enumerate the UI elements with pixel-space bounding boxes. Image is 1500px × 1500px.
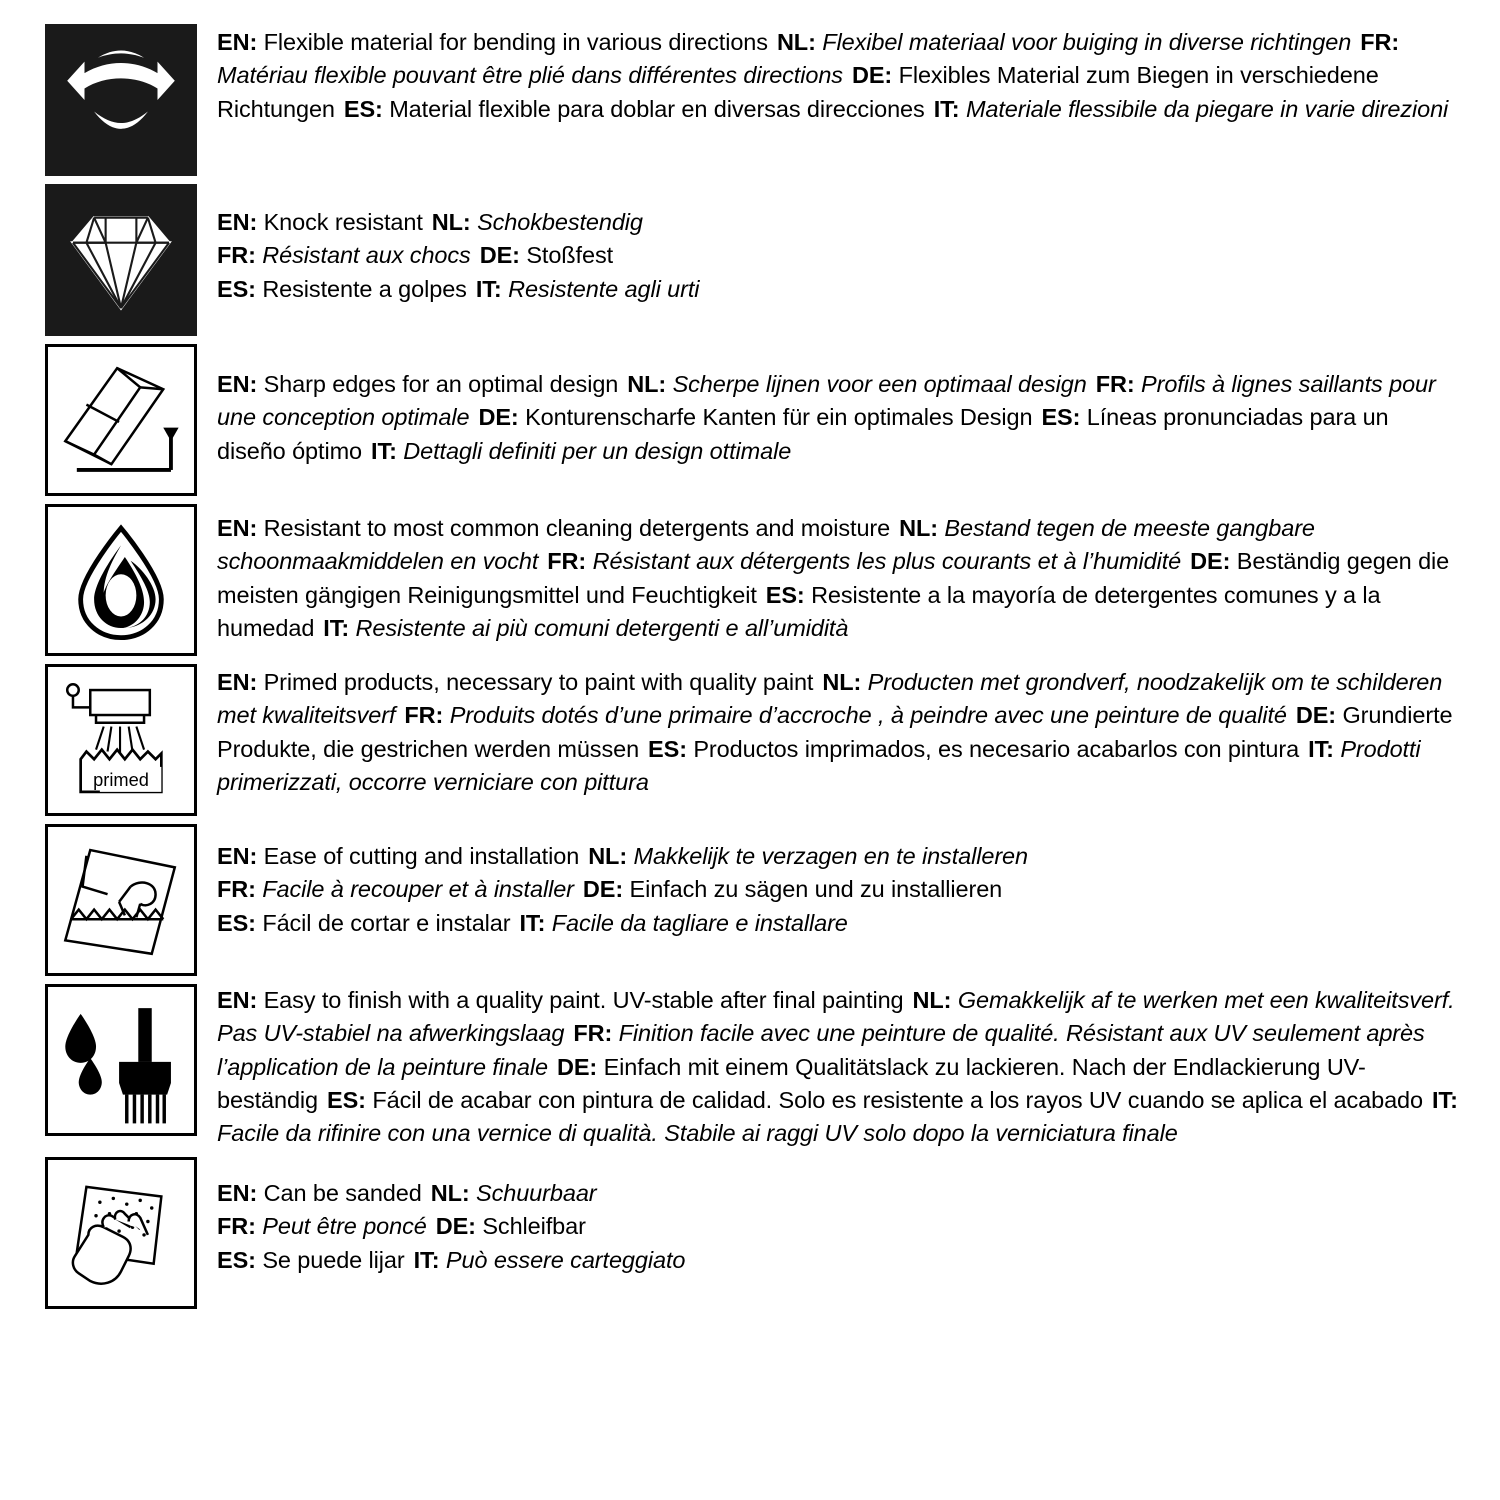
- lang-label-es: ES:: [1041, 404, 1081, 431]
- text-nl: Producten met grondverf, noodzakelijk om te schilderen met kwaliteitsverf: [217, 669, 1443, 729]
- text-en: Ease of cutting and installation: [263, 843, 580, 869]
- icon-cell: [45, 184, 197, 336]
- lang-label-en: EN:: [217, 371, 258, 397]
- lang-label-nl: NL:: [776, 29, 816, 55]
- text-de: Flexibles Material zum Biegen in verschiedene Richtungen: [217, 62, 1379, 122]
- lang-label-nl: NL:: [431, 209, 471, 235]
- text-es: Líneas pronunciadas para un diseño óptimo: [217, 404, 1389, 464]
- text-it: Dettagli definiti per un design ottimale: [403, 437, 792, 464]
- text-nl: Makkelijk te verzagen en te installeren: [633, 843, 1028, 869]
- water-drop-icon: [45, 504, 197, 656]
- feature-text: [217, 664, 1460, 799]
- lang-label-es: ES:: [217, 909, 256, 936]
- lang-label-it: IT:: [519, 909, 546, 936]
- saw-cutting-icon: [45, 824, 197, 976]
- lang-label-nl: NL:: [899, 515, 938, 541]
- text-es: Fácil de cortar e instalar: [262, 909, 511, 936]
- lang-label-nl: NL:: [822, 669, 862, 695]
- text-fr: Matériau flexible pouvant être plié dans différentes directions: [217, 62, 843, 89]
- lang-label-fr: FR:: [1360, 29, 1400, 55]
- text-it: Facile da tagliare e installare: [551, 909, 848, 936]
- lang-label-it: IT:: [323, 615, 350, 642]
- text-nl: Scherpe lijnen voor een optimaal design: [672, 371, 1087, 397]
- lang-label-fr: FR:: [573, 1020, 613, 1047]
- feature-row: [45, 1157, 1460, 1309]
- text-it: Resistente agli urti: [508, 275, 700, 302]
- lang-label-es: ES:: [648, 735, 687, 762]
- lang-label-de: DE:: [1190, 548, 1231, 575]
- lang-label-de: DE:: [582, 876, 624, 903]
- lang-label-es: ES:: [217, 275, 256, 302]
- text-nl: Schokbestendig: [477, 209, 643, 235]
- feature-text: [217, 24, 1460, 126]
- text-it: Prodotti primerizzati, occorre verniciare con pittura: [217, 735, 1421, 796]
- lang-label-en: EN:: [217, 515, 258, 541]
- lang-label-it: IT:: [475, 275, 502, 302]
- text-de: Einfach mit einem Qualitätslack zu lackieren. Nach der Endlackierung UV-beständig: [217, 1053, 1366, 1114]
- lang-label-fr: FR:: [217, 242, 256, 269]
- text-de: Grundierte Produkte, die gestrichen werden müssen: [217, 702, 1453, 762]
- lang-label-es: ES:: [343, 95, 383, 122]
- text-nl: Flexibel materiaal voor buiging in diverse richtingen: [822, 29, 1352, 55]
- text-it: Materiale flessibile da piegare in varie direzioni: [965, 95, 1449, 122]
- text-it: Resistente ai più comuni detergenti e all’umidità: [355, 615, 849, 642]
- lang-label-fr: FR:: [217, 1213, 256, 1240]
- feature-row: [45, 344, 1460, 496]
- lang-label-en: EN:: [217, 209, 258, 235]
- text-nl: Bestand tegen de meeste gangbare schoonmaakmiddelen en vocht: [217, 515, 1315, 575]
- lang-label-en: EN:: [217, 29, 258, 55]
- lang-label-es: ES:: [217, 1246, 256, 1273]
- text-en: Flexible material for bending in various directions: [263, 29, 768, 55]
- lang-label-en: EN:: [217, 987, 258, 1013]
- feature-row: [45, 664, 1460, 816]
- lang-label-nl: NL:: [430, 1179, 470, 1206]
- text-it: Facile da rifinire con una vernice di qualità. Stabile ai raggi UV solo dopo la verniciatura finale: [217, 1120, 1178, 1147]
- text-en: Primed products, necessary to paint with quality paint: [263, 669, 814, 695]
- primed-label: primed: [93, 769, 149, 791]
- lang-label-fr: FR:: [1095, 371, 1135, 397]
- text-nl: Schuurbaar: [476, 1179, 597, 1206]
- text-es: Productos imprimados, es necesario acabarlos con pintura: [693, 735, 1300, 762]
- lang-label-de: DE:: [435, 1213, 476, 1240]
- icon-cell: [45, 1157, 197, 1309]
- icon-cell: [45, 504, 197, 656]
- lang-label-fr: FR:: [404, 702, 444, 729]
- icon-cell: [45, 24, 197, 176]
- text-en: Resistant to most common cleaning detergents and moisture: [263, 515, 891, 541]
- lang-label-it: IT:: [933, 95, 960, 122]
- diamond-icon: [45, 184, 197, 336]
- lang-label-de: DE:: [851, 62, 893, 89]
- icon-cell: [45, 824, 197, 976]
- text-fr: Facile à recouper et à installer: [262, 876, 574, 903]
- lang-label-de: DE:: [556, 1053, 598, 1080]
- primed-spray-icon: [45, 664, 197, 816]
- lang-label-nl: NL:: [627, 371, 667, 397]
- bend-arrows-icon: [45, 24, 197, 176]
- text-fr: Produits dotés d’une primaire d’accroche , à peindre avec une peinture de qualité: [449, 702, 1287, 729]
- text-de: Einfach zu sägen und zu installieren: [629, 876, 1003, 903]
- text-en: Sharp edges for an optimal design: [263, 371, 619, 397]
- text-de: Schleifbar: [482, 1213, 586, 1240]
- feature-text: [217, 344, 1460, 468]
- sanding-hand-icon: [45, 1157, 197, 1309]
- text-es: Resistente a la mayoría de detergentes comunes y a la humedad: [217, 581, 1381, 642]
- feature-text: [217, 1157, 1460, 1277]
- feature-row: [45, 504, 1460, 656]
- text-de: Beständig gegen die meisten gängigen Reinigungsmittel und Feuchtigkeit: [217, 548, 1450, 608]
- text-fr: Résistant aux détergents les plus courants et à l’humidité: [592, 548, 1182, 575]
- lang-label-nl: NL:: [912, 987, 952, 1013]
- feature-row: [45, 824, 1460, 976]
- feature-row: [45, 24, 1460, 176]
- lang-label-it: IT:: [371, 437, 397, 464]
- text-es: Resistente a golpes: [262, 275, 467, 302]
- icon-cell: [45, 344, 197, 496]
- paint-brush-drops-icon: [45, 984, 197, 1136]
- lang-label-de: DE:: [1295, 702, 1337, 729]
- text-it: Può essere carteggiato: [445, 1246, 686, 1273]
- text-fr: Profils à lignes saillants pour une conception optimale: [217, 371, 1436, 431]
- feature-text: [217, 984, 1460, 1151]
- lang-label-es: ES:: [327, 1087, 366, 1114]
- feature-row: [45, 184, 1460, 336]
- feature-text: [217, 824, 1460, 940]
- lang-label-de: DE:: [478, 404, 519, 431]
- lang-label-es: ES:: [765, 581, 805, 608]
- icon-cell: [45, 984, 197, 1136]
- text-fr: Peut être poncé: [262, 1213, 427, 1240]
- sharp-edges-profile-icon: [45, 344, 197, 496]
- icon-cell: [45, 664, 197, 816]
- text-es: Material flexible para doblar en diversas direcciones: [389, 95, 925, 122]
- text-en: Can be sanded: [263, 1179, 422, 1206]
- text-de: Konturenscharfe Kanten für ein optimales Design: [525, 404, 1033, 431]
- text-es: Fácil de acabar con pintura de calidad. Solo es resistente a los rayos UV cuando se aplica el acabado: [372, 1087, 1423, 1114]
- text-es: Se puede lijar: [262, 1246, 405, 1273]
- lang-label-fr: FR:: [547, 548, 587, 575]
- text-fr: Résistant aux chocs: [262, 242, 471, 269]
- feature-row: [45, 984, 1460, 1151]
- text-fr: Finition facile avec une peinture de qualité. Résistant aux UV seulement après l’application de la peinture finale: [217, 1020, 1425, 1080]
- lang-label-it: IT:: [413, 1246, 440, 1273]
- text-de: Stoßfest: [526, 242, 614, 269]
- feature-text: [217, 184, 1460, 306]
- text-en: Knock resistant: [263, 209, 423, 235]
- lang-label-en: EN:: [217, 669, 258, 695]
- text-nl: Gemakkelijk af te werken met een kwaliteitsverf. Pas UV-stabiel na afwerkingslaag: [217, 987, 1455, 1047]
- lang-label-it: IT:: [1308, 735, 1334, 762]
- lang-label-fr: FR:: [217, 876, 256, 903]
- lang-label-en: EN:: [217, 843, 258, 869]
- lang-label-it: IT:: [1432, 1087, 1458, 1114]
- lang-label-en: EN:: [217, 1179, 258, 1206]
- text-en: Easy to finish with a quality paint. UV-stable after final painting: [263, 987, 904, 1013]
- lang-label-de: DE:: [479, 242, 520, 269]
- lang-label-nl: NL:: [588, 843, 628, 869]
- feature-text: [217, 504, 1460, 645]
